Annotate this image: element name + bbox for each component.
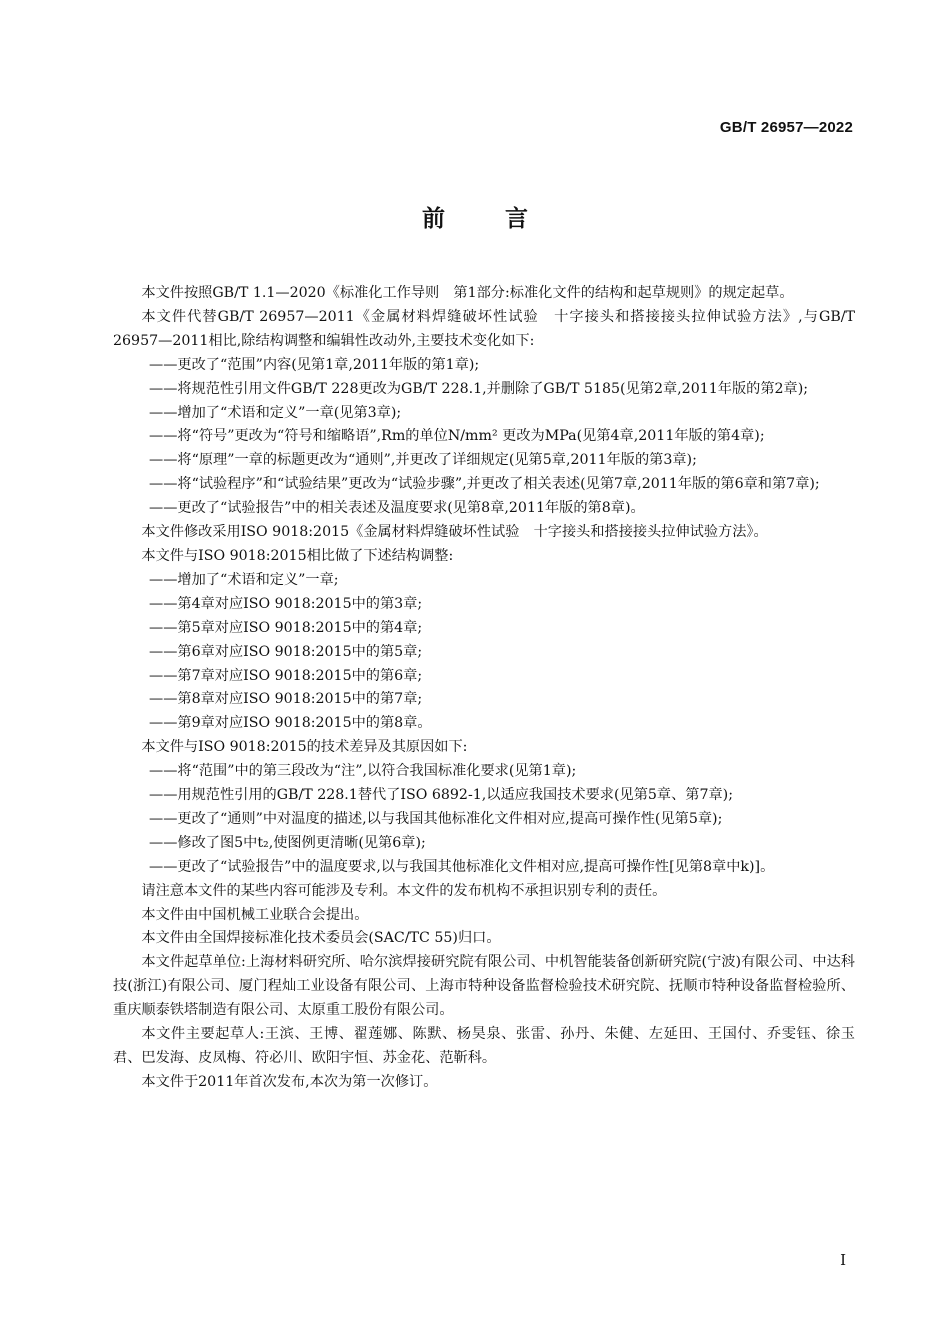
foreword-body — [113, 282, 855, 1095]
list-item: ——将“试验程序”和“试验结果”更改为“试验步骤”,并更改了相关表述(见第7章,2011年版的第6章和第7章); — [149, 476, 820, 493]
list-item: ——将“符号”更改为“符号和缩略语”,Rm的单位N/mm² 更改为MPa(见第4章,2011年版的第4章); — [149, 428, 765, 445]
paragraph: 本文件于2011年首次发布,本次为第一次修订。 — [141, 1073, 438, 1090]
list-item: ——更改了“试验报告”中的温度要求,以与我国其他标准化文件相对应,提高可操作性[见第8章中k)]。 — [149, 858, 775, 875]
list-item: ——第6章对应ISO 9018:2015中的第5章; — [149, 643, 423, 660]
paragraph: 本文件由全国焊接标准化技术委员会(SAC/TC 55)归口。 — [141, 930, 501, 947]
list-item: ——更改了“范围”内容(见第1章,2011年版的第1章); — [149, 356, 480, 373]
list-item: ——更改了“通则”中对温度的描述,以与我国其他标准化文件相对应,提高可操作性(见第5章); — [149, 810, 723, 827]
list-item: ——修改了图5中t₂,使图例更清晰(见第6章); — [149, 834, 426, 851]
list-item: ——第5章对应ISO 9018:2015中的第4章; — [149, 619, 423, 636]
list-item: ——更改了“试验报告”中的相关表述及温度要求(见第8章,2011年版的第8章)。 — [149, 500, 645, 517]
paragraph: 本文件主要起草人:王滨、王博、翟莲娜、陈默、杨昊泉、张雷、孙丹、朱健、左延田、王国付、乔雯钰、徐玉君、巴发海、皮凤梅、符必川、欧阳宇恒、苏金花、范靳科。 — [113, 1026, 855, 1066]
list-item: ——增加了“术语和定义”一章; — [149, 571, 339, 588]
standard-code: GB/T 26957—2022 — [719, 119, 853, 136]
paragraph: 本文件修改采用ISO 9018:2015《金属材料焊缝破坏性试验 十字接头和搭接接头拉伸试验方法》。 — [141, 524, 768, 541]
list-item: ——用规范性引用的GB/T 228.1替代了ISO 6892-1,以适应我国技术要求(见第5章、第7章); — [149, 787, 733, 804]
page-number: I — [840, 1251, 846, 1269]
paragraph: 本文件与ISO 9018:2015相比做了下述结构调整: — [141, 547, 454, 564]
list-item: ——增加了“术语和定义”一章(见第3章); — [149, 404, 402, 421]
paragraph: 本文件由中国机械工业联合会提出。 — [141, 906, 369, 923]
list-item: ——将规范性引用文件GB/T 228更改为GB/T 228.1,并删除了GB/T 5185(见第2章,2011年版的第2章); — [149, 380, 809, 397]
paragraph: 本文件起草单位:上海材料研究所、哈尔滨焊接研究院有限公司、中机智能装备创新研究院(宁波)有限公司、中达科技(浙江)有限公司、厦门程灿工业设备有限公司、上海市特种设备监督检验技术研究院、抚顺市特种设备监督检验所、重庆顺泰铁塔制造有限公司、太原重工股份有限公司。 — [113, 954, 855, 1019]
paragraph: 本文件代替GB/T 26957—2011《金属材料焊缝破坏性试验 十字接头和搭接接头拉伸试验方法》,与GB/T 26957—2011相比,除结构调整和编辑性改动外,主要技术变化如下: — [113, 308, 855, 349]
paragraph: 请注意本文件的某些内容可能涉及专利。本文件的发布机构不承担识别专利的责任。 — [141, 882, 667, 899]
page-title: 前言 — [422, 206, 588, 232]
list-item: ——将“原理”一章的标题更改为“通则”,并更改了详细规定(见第5章,2011年版的第3章); — [149, 452, 697, 469]
list-item: ——第4章对应ISO 9018:2015中的第3章; — [149, 595, 423, 612]
list-item: ——第8章对应ISO 9018:2015中的第7章; — [149, 691, 423, 708]
paragraph: 本文件与ISO 9018:2015的技术差异及其原因如下: — [141, 739, 468, 756]
paragraph: 本文件按照GB/T 1.1—2020《标准化工作导则 第1部分:标准化文件的结构和起草规则》的规定起草。 — [141, 285, 794, 301]
list-item: ——第7章对应ISO 9018:2015中的第6章; — [149, 667, 423, 684]
list-item: ——将“范围”中的第三段改为“注”,以符合我国标准化要求(见第1章); — [149, 763, 577, 780]
list-item: ——第9章对应ISO 9018:2015中的第8章。 — [149, 715, 432, 732]
